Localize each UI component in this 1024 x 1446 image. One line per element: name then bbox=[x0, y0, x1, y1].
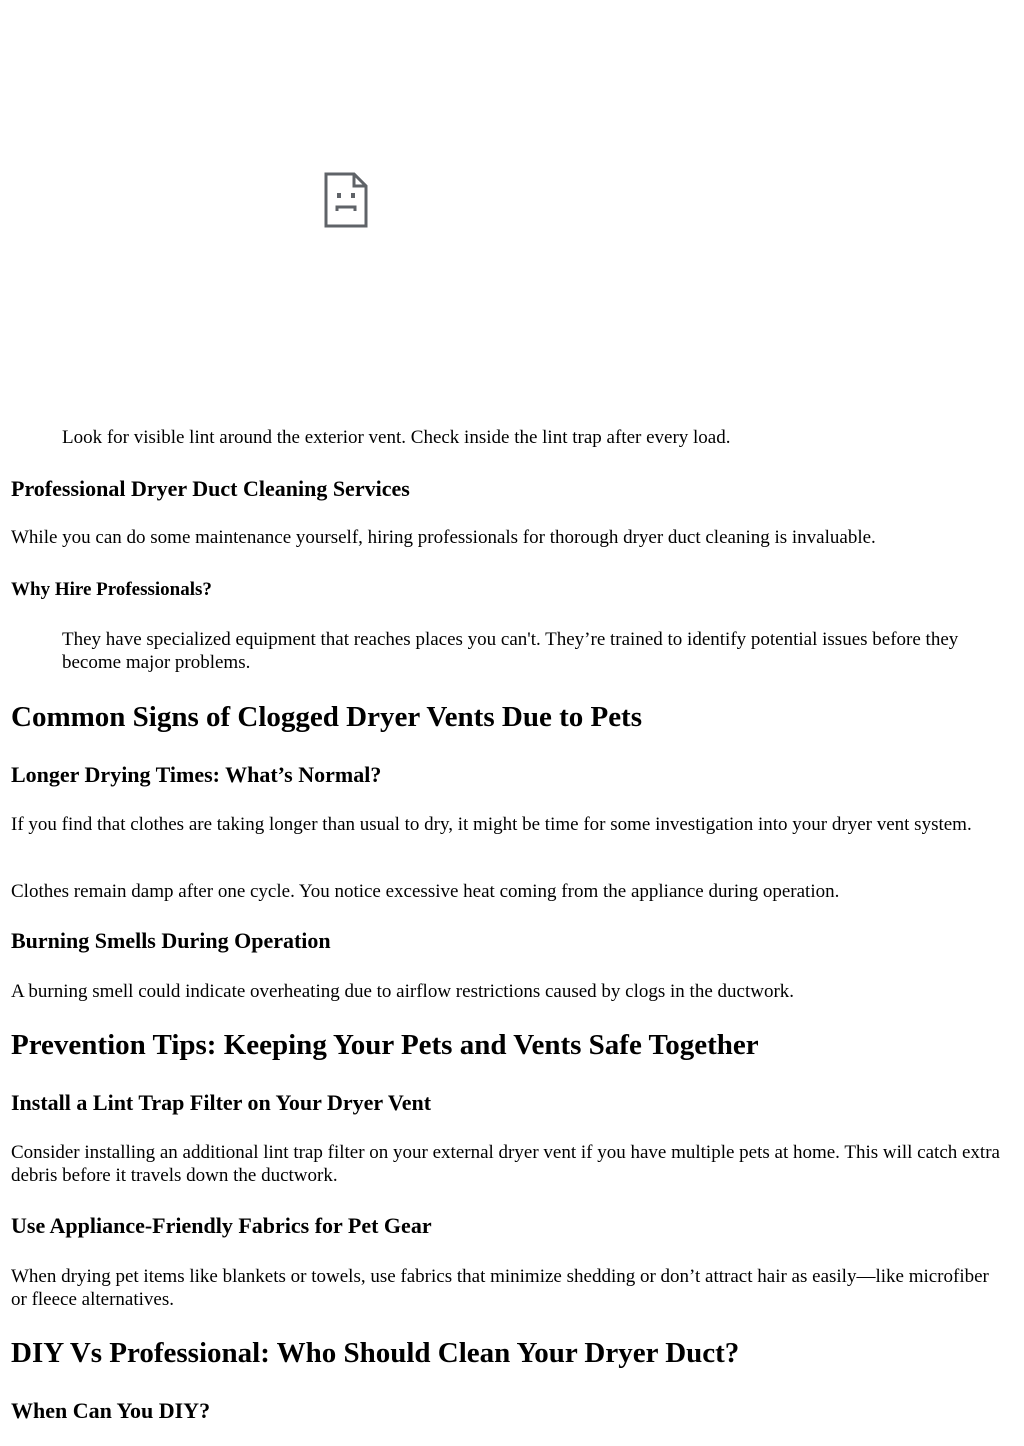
section-heading: Professional Dryer Duct Cleaning Services bbox=[11, 476, 410, 501]
paragraph: If you find that clothes are taking longer than usual to dry, it might be time for some investigation into your dryer vent system. bbox=[11, 814, 972, 835]
section-title: DIY Vs Professional: Who Should Clean Your Dryer Duct? bbox=[11, 1337, 740, 1369]
section-heading: Install a Lint Trap Filter on Your Dryer Vent bbox=[11, 1090, 432, 1115]
paragraph: While you can do some maintenance yourself, hiring professionals for thorough dryer duct cleaning is invaluable. bbox=[11, 527, 876, 548]
broken-image-icon bbox=[324, 172, 368, 228]
paragraph: Clothes remain damp after one cycle. You notice excessive heat coming from the appliance during operation. bbox=[11, 881, 840, 902]
section-heading: Burning Smells During Operation bbox=[11, 928, 331, 953]
list-item: Look for visible lint around the exterior vent. Check inside the lint trap after every load. bbox=[62, 427, 731, 448]
subsection-heading: Why Hire Professionals? bbox=[11, 579, 212, 600]
list-item: They have specialized equipment that reaches places you can't. They’re trained to identify potential issues before they become major problems. bbox=[62, 629, 959, 673]
paragraph: A burning smell could indicate overheating due to airflow restrictions caused by clogs in the ductwork. bbox=[11, 981, 795, 1002]
section-title: Common Signs of Clogged Dryer Vents Due to Pets bbox=[11, 701, 643, 733]
section-heading: Longer Drying Times: What’s Normal? bbox=[11, 762, 382, 787]
paragraph: When drying pet items like blankets or towels, use fabrics that minimize shedding or don’t attract hair as easily—like microfiber or fleece alternatives. bbox=[11, 1266, 989, 1310]
section-title: Prevention Tips: Keeping Your Pets and Vents Safe Together bbox=[11, 1029, 759, 1061]
paragraph: Consider installing an additional lint trap filter on your external dryer vent if you have multiple pets at home. This will catch extra debris before it travels down the ductwork. bbox=[11, 1142, 1000, 1186]
section-heading: Use Appliance-Friendly Fabrics for Pet Gear bbox=[11, 1213, 432, 1238]
section-heading: When Can You DIY? bbox=[11, 1398, 211, 1423]
